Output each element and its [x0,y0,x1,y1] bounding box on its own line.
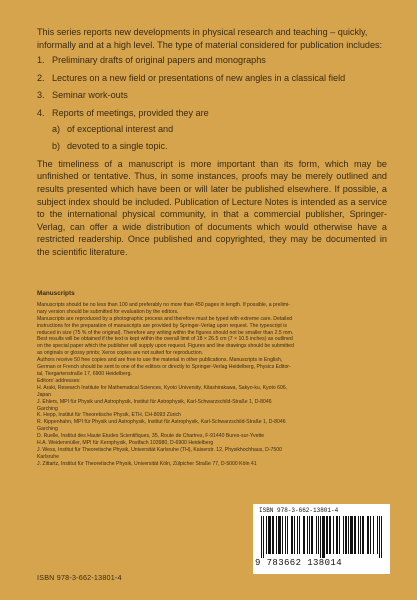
barcode-bar [287,516,288,554]
sub-list-number: b) [52,141,61,152]
manuscripts-line: Editors' addresses: [37,377,81,384]
barcode-bar [299,516,300,554]
meeting-conditions-list [52,123,387,153]
barcode-label [253,504,390,574]
manuscripts-line: nary version should be submitted for evaluation by the editors. [37,308,179,315]
barcode-bar [268,516,271,554]
barcode-bar [339,516,340,554]
manuscripts-line: J. Zittartz, Institut für Theoretische Physik, Universität Köln, Zülpicher Straße 77, D-5000 Köln 41 [37,460,257,467]
barcode-bar [278,516,281,554]
list-item [37,107,387,153]
barcode-bar [343,516,344,554]
list-number: 3. [37,90,45,101]
manuscripts-line: German or French should be sent to one of the editors or directly to Springer-Verlag Heidelberg, Physics Editor- [37,364,291,371]
series-description [37,26,387,259]
manuscripts-line: Garching [37,405,58,412]
isbn-footer: ISBN 978-3-662-13801-4 [37,573,122,582]
manuscripts-line: H.A. Weidenmüller, MPI für Kernphysik, Postfach 103980, D-6900 Heidelberg [37,440,214,447]
barcode-bar [367,516,369,554]
sub-list-item [52,140,387,153]
manuscripts-line: reduced in size (75 % of the original). Therefore any writing within the figures should not be smaller than 2.5 mm. [37,329,294,336]
barcode-bar [297,516,298,554]
list-number: 4. [37,107,45,118]
barcode-bar [370,516,371,554]
manuscripts-line: Manuscripts are reproduced by a photographic process and therefore must be typed with extreme care. Detailed [37,315,293,322]
barcode-digits: 9 783662 138014 [255,558,343,568]
manuscripts-line: H. Araki, Research Institute for Mathematical Sciences, Kyoto University, Kitashirakawa, Sakyo-ku, Kyoto 606, [37,384,288,391]
manuscripts-line: ial, Tiergartenstraße 17, 6900 Heidelberg. [37,370,132,377]
list-item-text: Seminar work-outs [52,90,128,101]
manuscripts-line: Best results will be obtained if the text is kept within the overall limit of 18 × 26.5 cm (7 × 10.5 inches) as outlined [37,336,293,343]
barcode-bar [336,516,338,554]
list-number: 1. [37,55,45,66]
manuscripts-text [37,302,384,468]
barcode-bar [373,516,374,554]
manuscripts-line: Japan [37,391,52,398]
barcode-bar [348,516,349,554]
manuscripts-line: K. Hepp, Institut für Theoretische Physik, ETH, CH-8093 Zürich [37,412,181,419]
barcode-bar [316,516,317,554]
barcode-bar [354,516,356,554]
intro-lead: This series reports new developments in physical research and teaching – quickly, informally and at a high level. The type of material considered for publication includes: [37,27,383,50]
barcode-bar [303,516,305,554]
barcode-bar [322,516,325,558]
barcode-bar [276,516,277,554]
manuscripts-line: J. Ehlers, MPI für Physik und Astrophysik, Institut für Astrophysik, Karl-Schwarzschild-Straße 1, D-8046 [37,398,272,405]
barcode-bar [358,516,359,554]
barcode-bar [266,516,267,554]
barcode-bar [318,516,319,554]
manuscripts-line: Authors receive 50 free copies and are free to use the material in other publications. Manuscripts in English, [37,357,283,364]
barcode-bar [307,516,308,554]
barcode-bar [326,516,328,554]
barcode-bar [291,516,293,554]
timeliness-paragraph: The timeliness of a manuscript is more important than its form, which may be unfinished or tentative. Thus, in some instances, proofs may be merely outlined and results presented which have been or will later be published elsewhere. If possible, a subject index should be included. Publication of Lecture Notes is intended as a service to the international physical community, in that a commercial publisher, Springer-Verlag, can offer a wide distribution of documents which would otherwise have a restricted readership. Once published and copyrighted, they may be documented in the scientific literature. [37,158,387,257]
list-number: 2. [37,72,45,83]
manuscripts-heading: Manuscripts [37,290,75,297]
manuscripts-section [37,291,384,468]
barcode-bar [377,516,378,554]
barcode-bar [309,516,310,554]
material-types-list [37,54,387,153]
barcode-bar [263,516,264,558]
sub-list-item [52,123,387,136]
barcode-bar [285,516,286,554]
barcode-bar [272,516,274,554]
barcode-bar [311,516,313,554]
list-item [37,54,387,67]
list-item-text: Lectures on a new field or presentations of new angles in a classical field [52,72,346,83]
sub-list-item-text: of exceptional interest and [67,123,174,134]
barcode-bar [294,516,295,554]
manuscripts-line: Garching [37,426,58,433]
list-item-text: Preliminary drafts of original papers and monographs [52,55,266,66]
list-item-text: Reports of meetings, provided they are [52,107,209,118]
barcode-bar [333,516,334,554]
barcode-bar [381,516,382,558]
sub-list-number: a) [52,123,61,134]
barcode-bar [261,516,262,558]
barcode-bar [360,516,361,554]
barcode-bar [350,516,353,554]
manuscripts-line: D. Ruelle, Institut des Haute Etudes Scientifiques, 35, Route de Chartres, F-91440 Bures-sur-Yvette [37,433,265,440]
manuscripts-line: R. Kippenhahn, MPI für Physik und Astrophysik, Institut für Astrophysik, Karl-Schwarzschild-Straße 1, D-8046 [37,419,286,426]
manuscripts-line: as originals or glossy prints; Xerox copies are not suited for reproduction. [37,350,204,357]
barcode-bar [320,516,321,558]
manuscripts-line: J. Wess, Institut für Theoretische Physik, Universität Karlsruhe (TH), Kaiserstr. 12, Physikhochhaus, D-7500 [37,446,282,453]
barcode-icon [261,516,382,558]
manuscripts-line: Manuscripts should be no less than 100 and preferably no more than 450 pages in length. If possible, a prelimi- [37,301,290,308]
list-item [37,89,387,102]
manuscripts-line: on the special paper which the publisher will supply upon request. Figures and line drawings should be submitted [37,343,294,350]
barcode-bar [345,516,347,554]
barcode-bar [362,516,364,554]
barcode-isbn-text: ISBN 978-3-662-13801-4 [259,507,339,514]
list-item [37,72,387,85]
manuscripts-line: instructions for the preparation of manuscripts are provided by Springer-Verlag upon request. The typescript is [37,322,287,329]
barcode-bar [282,516,283,554]
barcode-bar [379,516,380,558]
barcode-bar [329,516,331,554]
manuscripts-line: Karlsruhe [37,453,60,460]
sub-list-item-text: devoted to a single topic. [67,141,168,152]
